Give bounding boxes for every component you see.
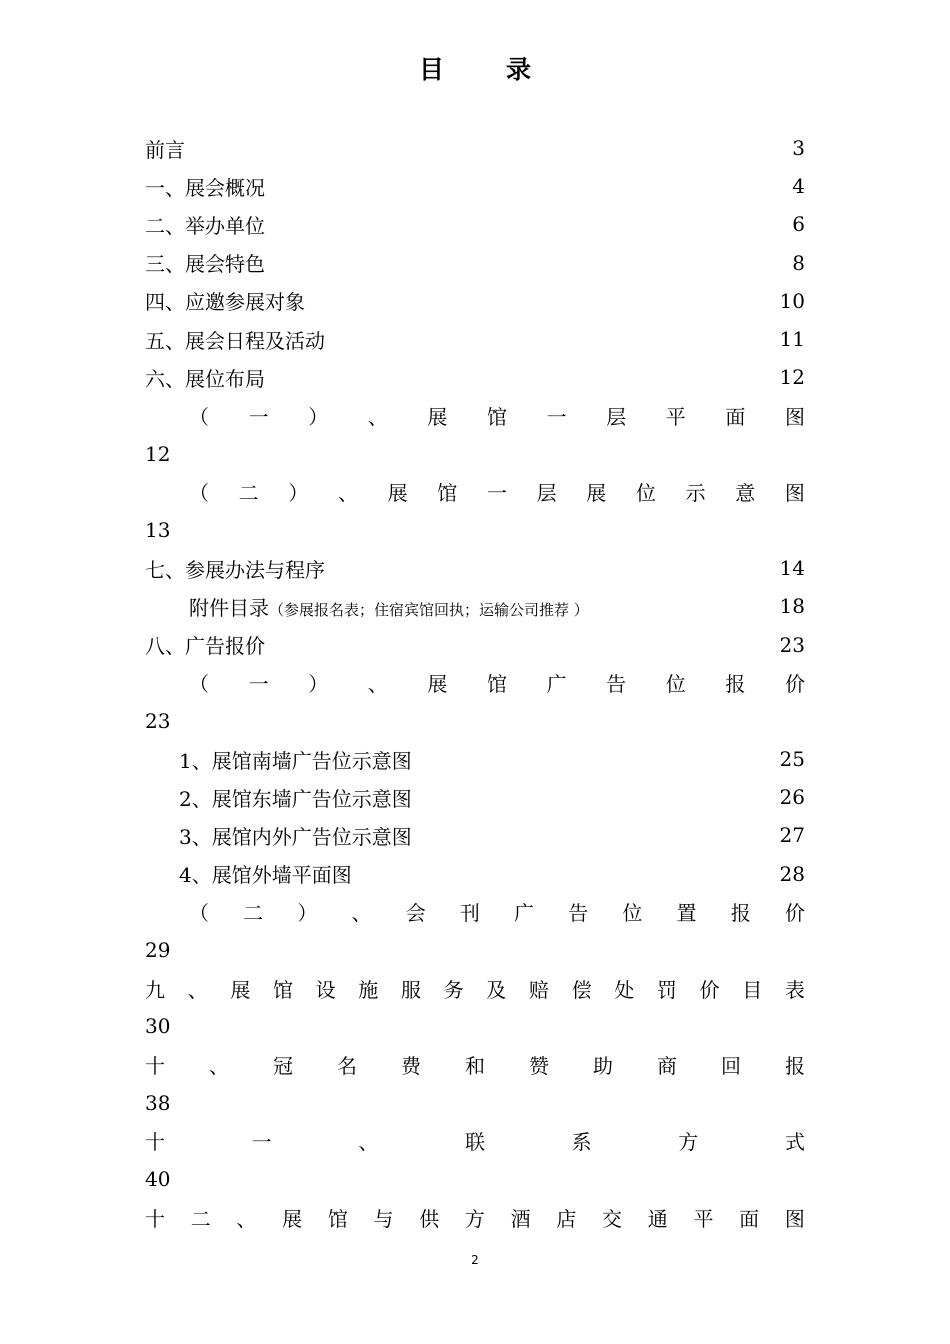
toc-entry-text: 四、应邀参展对象 <box>145 290 305 315</box>
toc-char: 展 <box>230 977 251 1002</box>
toc-char: 供 <box>419 1206 440 1231</box>
toc-entry-note: （参展报名表；住宿宾馆回执；运输公司推荐 ） <box>269 600 589 619</box>
toc-char: （ <box>189 481 209 506</box>
toc-char: 位 <box>665 672 686 697</box>
toc-char: 务 <box>443 977 464 1002</box>
toc-entry[interactable] <box>145 740 805 778</box>
toc-entry-text: 一、展会概况 <box>145 175 265 200</box>
toc-char: 展 <box>427 672 448 697</box>
toc-entry[interactable] <box>145 129 805 167</box>
toc-entry[interactable] <box>145 625 805 663</box>
toc-char: 十 <box>145 1130 165 1155</box>
toc-char: 馆 <box>486 672 507 697</box>
toc-page-number: 27 <box>779 823 805 848</box>
toc-page-number: 18 <box>779 594 805 619</box>
toc-entry-label <box>179 745 412 774</box>
toc-char: 报 <box>725 672 746 697</box>
toc-page-number: 38 <box>145 1090 171 1115</box>
toc-char: 一 <box>248 672 269 697</box>
toc-char: 方 <box>678 1130 699 1155</box>
toc-char: 二 <box>190 1206 211 1231</box>
toc-entry[interactable] <box>145 549 805 587</box>
toc-char: 价 <box>784 672 805 697</box>
toc-char: 馆 <box>437 481 458 506</box>
toc-char: 置 <box>676 901 697 926</box>
toc-char: 名 <box>337 1054 357 1079</box>
toc-char: 罚 <box>656 977 677 1002</box>
toc-char: 告 <box>606 672 627 697</box>
toc-char: 广 <box>514 901 535 926</box>
toc-entry-page-line <box>145 1084 805 1122</box>
toc-char: 层 <box>536 481 557 506</box>
toc-char: 方 <box>464 1206 485 1231</box>
toc-page-number: 26 <box>779 785 805 810</box>
toc-char: 式 <box>784 1130 805 1155</box>
title-char-1: 目 <box>418 55 444 84</box>
toc-entry-label <box>145 974 805 1003</box>
toc-entry-label <box>189 401 805 430</box>
toc-char: 图 <box>784 1206 805 1231</box>
toc-char: 馆 <box>272 977 293 1002</box>
toc-entry-text: 附件目录 <box>189 595 269 620</box>
toc-char: 表 <box>784 977 805 1002</box>
toc-char: 联 <box>464 1130 485 1155</box>
title-char-2: 录 <box>506 55 532 84</box>
toc-entry[interactable] <box>145 320 805 358</box>
toc-char: 馆 <box>486 404 507 429</box>
toc-char: 展 <box>387 481 408 506</box>
toc-entry-text: 五、展会日程及活动 <box>145 328 325 353</box>
toc-entry-page-line <box>145 435 805 473</box>
toc-entry-label <box>189 477 805 506</box>
toc-page-number: 10 <box>779 288 805 313</box>
toc-entry-text: 八、广告报价 <box>145 634 265 659</box>
page-number: 2 <box>471 1253 479 1267</box>
toc-char: 二 <box>238 481 259 506</box>
toc-char: 面 <box>725 404 746 429</box>
toc-entry[interactable] <box>145 778 805 816</box>
toc-char: 会 <box>405 901 426 926</box>
toc-char: 店 <box>556 1206 577 1231</box>
toc-entry[interactable] <box>145 244 805 282</box>
toc-char: 、 <box>358 1130 379 1155</box>
toc-char: 、 <box>351 901 372 926</box>
toc-char: 图 <box>784 481 805 506</box>
toc-char: 位 <box>622 901 643 926</box>
toc-entry[interactable] <box>145 816 805 854</box>
toc-entry-spread[interactable] <box>145 396 805 434</box>
toc-page-number: 40 <box>145 1167 171 1192</box>
toc-char: 馆 <box>327 1206 348 1231</box>
toc-char: 服 <box>400 977 421 1002</box>
toc-char: 面 <box>739 1206 760 1231</box>
toc-char: 及 <box>486 977 507 1002</box>
toc-char: （ <box>189 901 209 926</box>
toc-entry-label <box>189 592 589 621</box>
toc-entry-page-line <box>145 931 805 969</box>
toc-entry-text: 3、展馆内外广告位示意图 <box>179 824 412 849</box>
toc-char: ） <box>297 901 318 926</box>
toc-char: 报 <box>730 901 751 926</box>
toc-char: 交 <box>602 1206 623 1231</box>
toc-page-number: 25 <box>779 747 805 772</box>
toc-char: 偿 <box>571 977 592 1002</box>
toc-char: 助 <box>593 1054 613 1079</box>
toc-char: 赔 <box>528 977 549 1002</box>
toc-entry-text: 六、展位布局 <box>145 366 265 391</box>
toc-entry-label <box>145 248 265 277</box>
toc-entry-label <box>179 859 352 888</box>
toc-entry-label <box>145 630 265 659</box>
toc-entry-label <box>145 1126 805 1155</box>
toc-char: 示 <box>685 481 706 506</box>
toc-char: 、 <box>236 1206 257 1231</box>
toc-char: 、 <box>337 481 358 506</box>
toc-entry[interactable] <box>145 205 805 243</box>
toc-entry-label <box>179 783 412 812</box>
toc-char: 平 <box>693 1206 714 1231</box>
toc-page-number: 4 <box>792 174 805 199</box>
toc-entry-label <box>145 363 265 392</box>
toc-page-number: 6 <box>792 212 805 237</box>
toc-char: 十 <box>145 1054 165 1079</box>
toc-char: 图 <box>784 404 805 429</box>
toc-char: 系 <box>571 1130 592 1155</box>
toc-char: 与 <box>373 1206 394 1231</box>
toc-char: （ <box>189 672 209 697</box>
toc-char: 一 <box>251 1130 272 1155</box>
toc-char: 刊 <box>459 901 480 926</box>
toc-entry-label <box>145 1203 805 1232</box>
toc-entry-spread[interactable] <box>145 893 805 931</box>
toc-entry-label <box>145 210 265 239</box>
toc-char: 施 <box>358 977 379 1002</box>
toc-entry-label <box>145 172 265 201</box>
toc-char: （ <box>189 404 209 429</box>
toc-char: 目 <box>742 977 763 1002</box>
toc-char: 一 <box>486 481 507 506</box>
toc-page-number: 11 <box>779 327 805 352</box>
toc-entry[interactable] <box>145 855 805 893</box>
toc-page-number: 13 <box>145 517 171 542</box>
toc-entry[interactable] <box>145 167 805 205</box>
toc-entry-text: 2、展馆东墙广告位示意图 <box>179 786 412 811</box>
toc-char: 十 <box>145 1206 165 1231</box>
toc-entry-spread[interactable] <box>145 969 805 1007</box>
toc-page-number: 28 <box>779 861 805 886</box>
toc-char: 费 <box>401 1054 421 1079</box>
table-of-contents <box>145 129 805 1236</box>
toc-char: 二 <box>243 901 264 926</box>
toc-entry-text: 4、展馆外墙平面图 <box>179 863 352 888</box>
toc-char: 价 <box>784 901 805 926</box>
toc-char: 、 <box>367 672 388 697</box>
toc-entry-spread[interactable] <box>145 1122 805 1160</box>
toc-entry-text: 七、参展办法与程序 <box>145 557 325 582</box>
toc-page-number: 12 <box>779 365 805 390</box>
toc-char: 意 <box>735 481 756 506</box>
toc-char: 报 <box>785 1054 805 1079</box>
toc-char: 商 <box>657 1054 677 1079</box>
toc-page-number: 30 <box>145 1014 171 1039</box>
toc-entry-label <box>179 821 412 850</box>
toc-char: 酒 <box>510 1206 531 1231</box>
toc-char: 、 <box>367 404 388 429</box>
toc-page-number: 3 <box>792 136 805 161</box>
toc-char: 展 <box>586 481 607 506</box>
toc-char: 九 <box>145 977 165 1002</box>
toc-char: 冠 <box>273 1054 293 1079</box>
toc-entry-label <box>189 668 805 697</box>
toc-entry-label <box>145 1050 805 1079</box>
toc-entry[interactable] <box>145 587 805 625</box>
toc-char: 回 <box>721 1054 741 1079</box>
toc-entry-label <box>145 325 325 354</box>
toc-entry-label <box>145 554 325 583</box>
toc-char: 展 <box>427 404 448 429</box>
toc-entry-spread[interactable] <box>145 1198 805 1236</box>
toc-entry-text: 1、展馆南墙广告位示意图 <box>179 748 412 773</box>
toc-char: 一 <box>546 404 567 429</box>
toc-entry-label <box>189 897 805 926</box>
toc-char: 层 <box>606 404 627 429</box>
toc-entry[interactable] <box>145 358 805 396</box>
toc-char: 通 <box>647 1206 668 1231</box>
toc-entry[interactable] <box>145 282 805 320</box>
toc-page-number: 23 <box>145 708 171 733</box>
toc-char: 、 <box>209 1054 229 1079</box>
toc-entry-spread[interactable] <box>145 664 805 702</box>
toc-char: 处 <box>614 977 635 1002</box>
toc-entry-page-line <box>145 511 805 549</box>
toc-entry-spread[interactable] <box>145 473 805 511</box>
toc-char: 一 <box>248 404 269 429</box>
toc-entry-label <box>145 134 185 163</box>
toc-page-number: 14 <box>779 556 805 581</box>
toc-char: ） <box>308 404 329 429</box>
toc-char: 赞 <box>529 1054 549 1079</box>
toc-entry-spread[interactable] <box>145 1046 805 1084</box>
toc-char: 平 <box>665 404 686 429</box>
toc-char: ） <box>288 481 309 506</box>
toc-entry-page-line <box>145 1007 805 1045</box>
toc-char: 展 <box>282 1206 303 1231</box>
toc-entry-page-line <box>145 702 805 740</box>
toc-page-number: 12 <box>145 441 171 466</box>
toc-char: 广 <box>546 672 567 697</box>
toc-entry-label <box>145 286 305 315</box>
toc-char: ） <box>308 672 329 697</box>
toc-char: 位 <box>635 481 656 506</box>
toc-char: 、 <box>187 977 208 1002</box>
toc-page-number: 23 <box>779 632 805 657</box>
toc-entry-text: 三、展会特色 <box>145 252 265 277</box>
toc-char: 和 <box>465 1054 485 1079</box>
toc-page-number: 29 <box>145 938 171 963</box>
toc-entry-text: 二、举办单位 <box>145 213 265 238</box>
toc-entry-page-line <box>145 1160 805 1198</box>
toc-char: 告 <box>568 901 589 926</box>
toc-char: 价 <box>699 977 720 1002</box>
toc-page-number: 8 <box>792 250 805 275</box>
toc-entry-text: 前言 <box>145 137 185 162</box>
page-title <box>0 50 950 86</box>
toc-char: 设 <box>315 977 336 1002</box>
